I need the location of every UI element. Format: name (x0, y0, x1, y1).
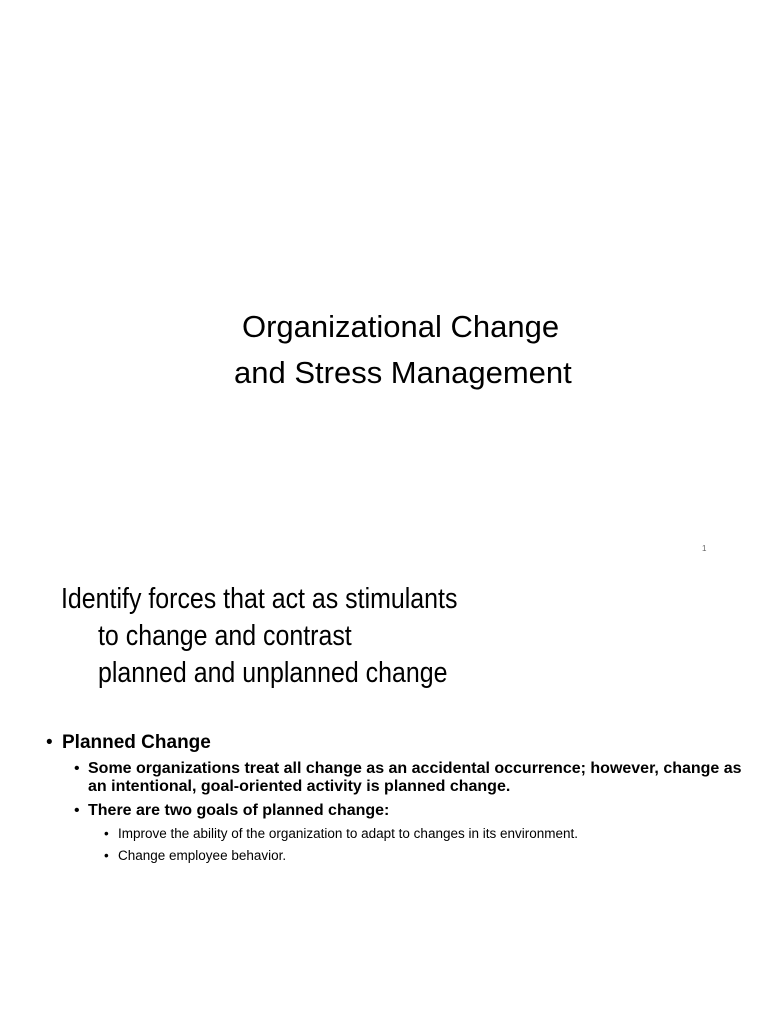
bullet-glyph: • (46, 732, 53, 753)
slide-heading-line-1: Identify forces that act as stimulants (61, 583, 458, 615)
slide-title-line-1: Organizational Change (242, 309, 560, 344)
sub-bullet-text: There are two goals of planned change: (88, 802, 390, 819)
goal-item-text: Change employee behavior. (118, 848, 287, 863)
slide-heading-line-2: to change and contrast (98, 620, 352, 652)
slide-heading-line-3: planned and unplanned change (98, 657, 448, 689)
bullet-list (46, 732, 746, 864)
sub-bullet-two-goals (74, 802, 746, 820)
slide-number: 1 (702, 544, 707, 553)
bullet-glyph: • (74, 802, 80, 819)
goal-item (104, 847, 746, 864)
bullet-glyph: • (104, 826, 109, 841)
bullet-planned-change (46, 732, 746, 754)
bullet-glyph: • (74, 760, 80, 777)
slide-title-line-2: and Stress Management (234, 355, 572, 390)
bullet-text: Planned Change (62, 732, 211, 753)
bullet-glyph: • (104, 848, 109, 863)
sub-bullet-intentional-change (74, 760, 746, 796)
goal-item-text: Improve the ability of the organization to adapt to changes in its environment. (118, 826, 579, 841)
sub-bullet-text: Some organizations treat all change as an accidental occurrence; however, change as an intentional, goal-oriented activity is planned change. (88, 760, 742, 795)
goal-item (104, 825, 746, 842)
slide-2 (0, 560, 768, 1024)
